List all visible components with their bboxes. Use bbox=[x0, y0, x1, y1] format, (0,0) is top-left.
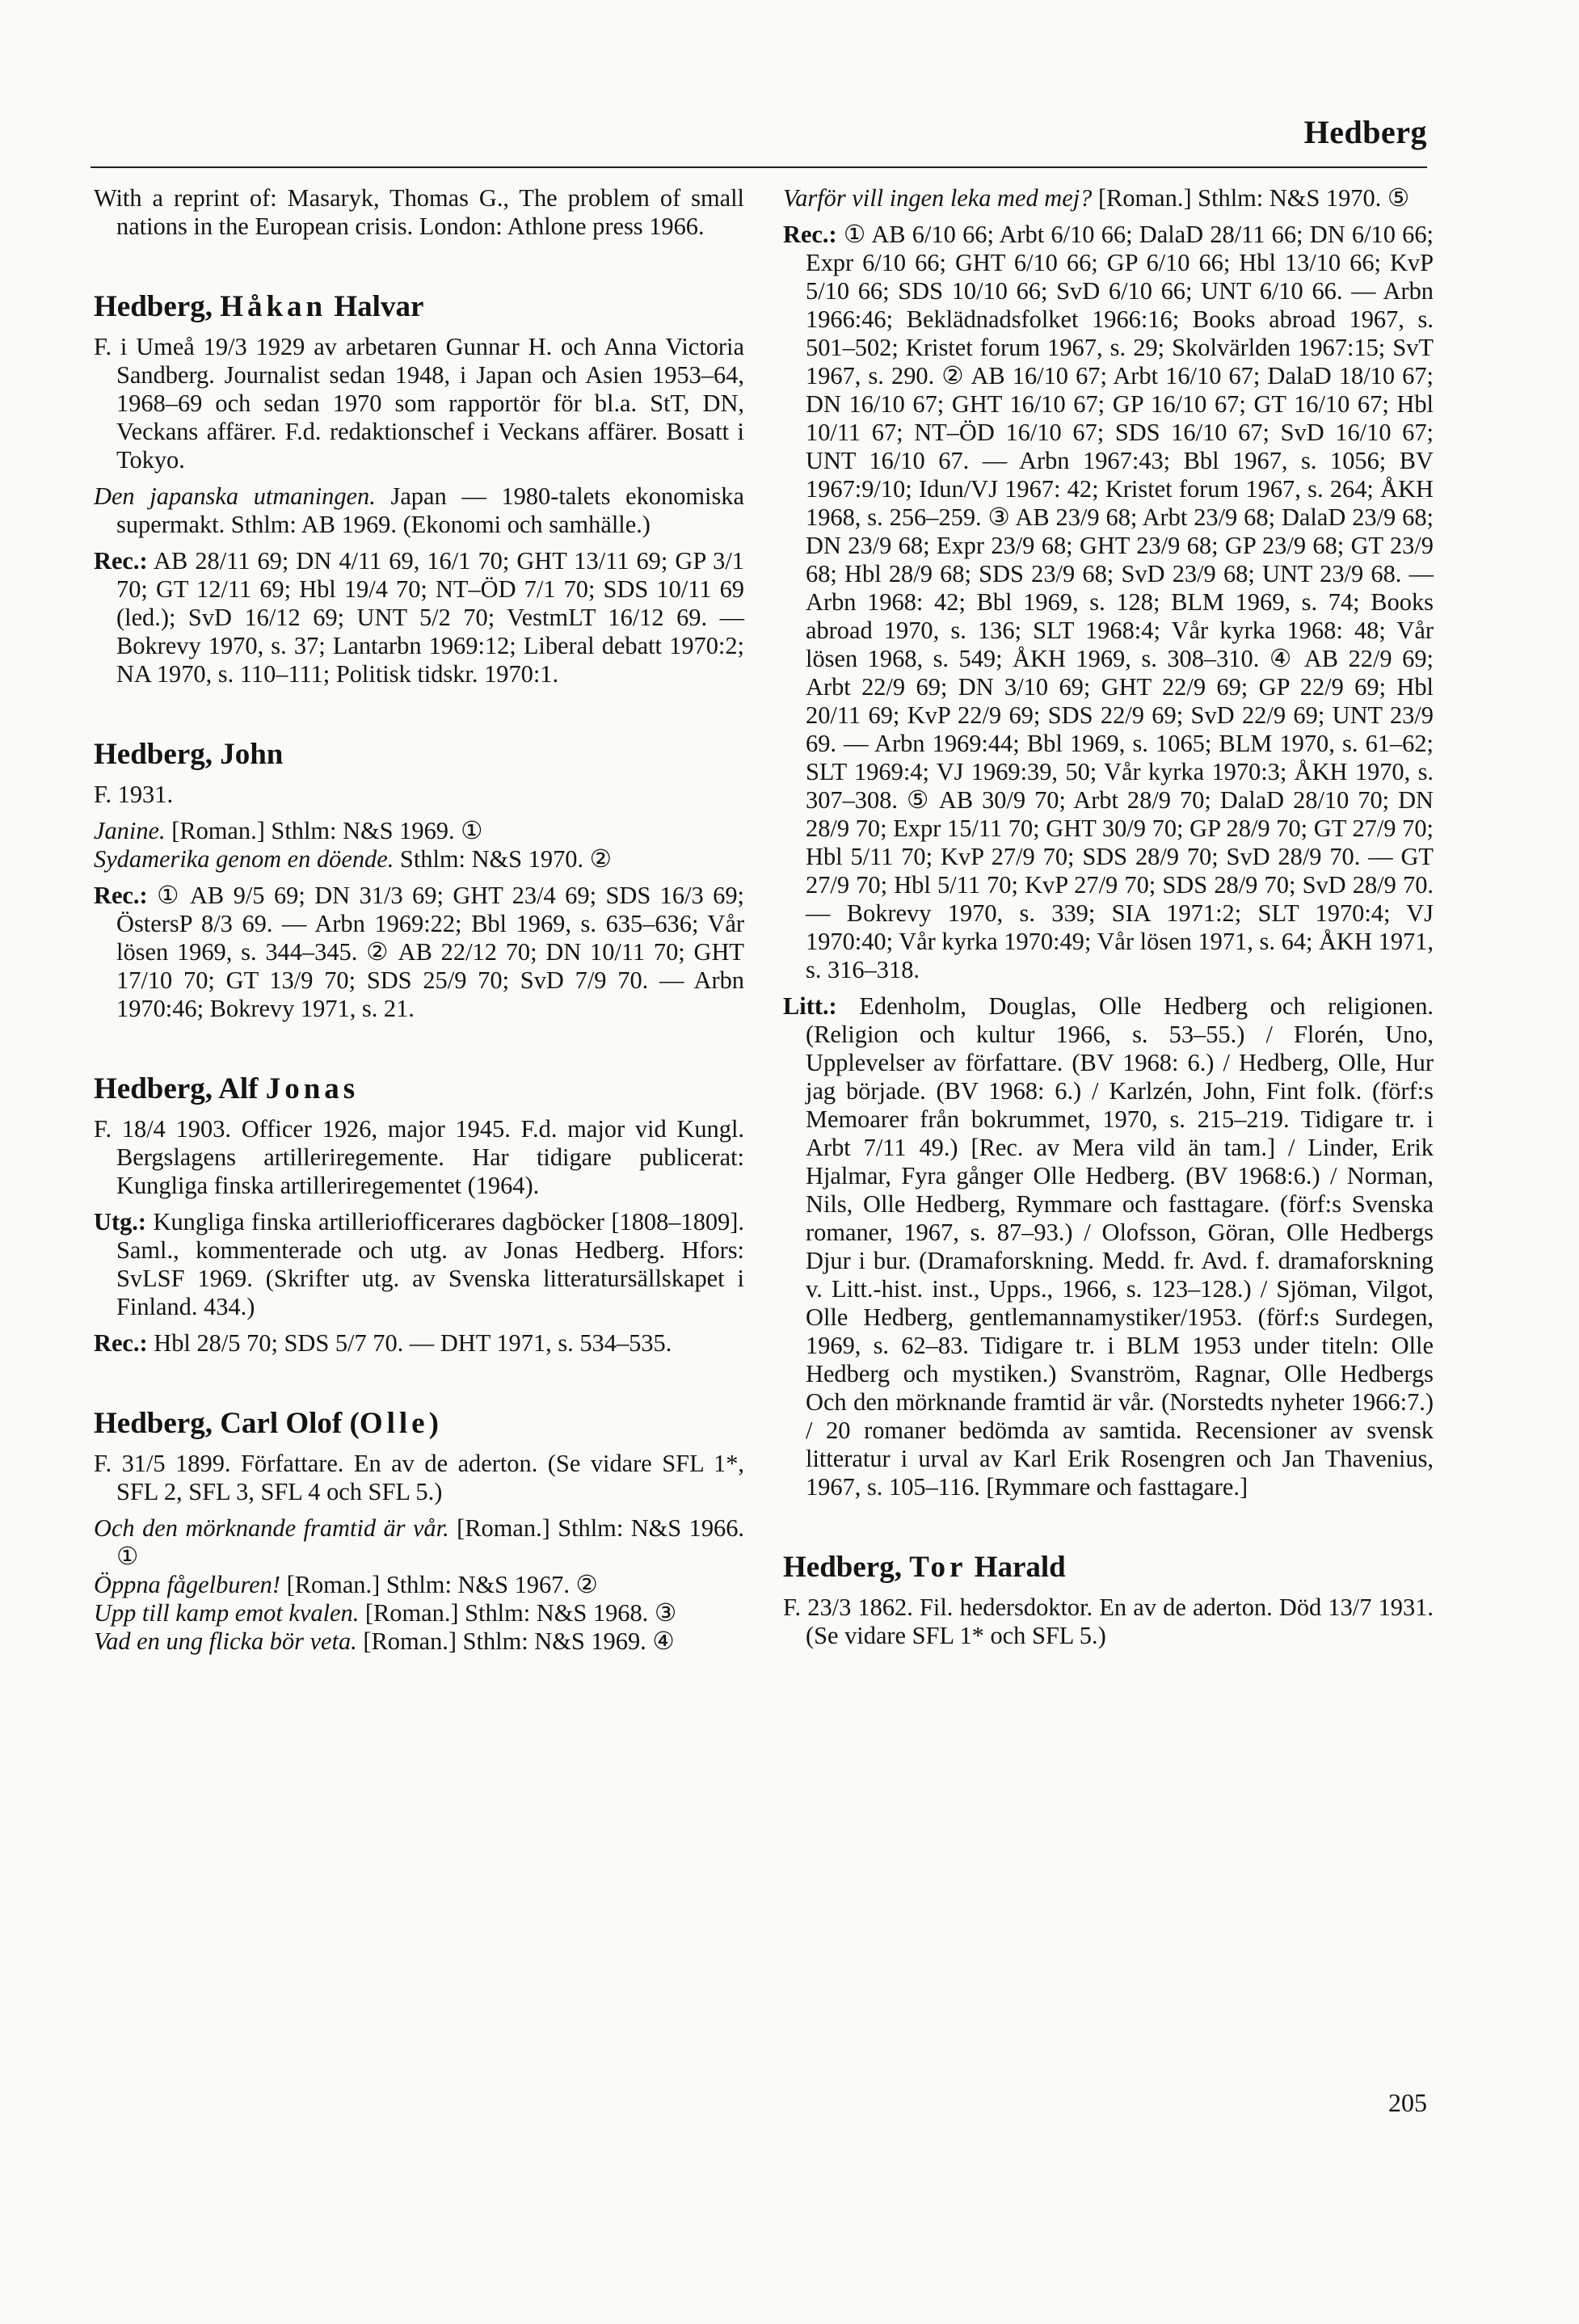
entry-heading-john: Hedberg, John bbox=[94, 738, 284, 771]
entry-gap bbox=[783, 1501, 1434, 1550]
reprint-note: With a reprint of: Masaryk, Thomas G., The problem of small nations in the European crisis. London: Athlone press 1966. bbox=[94, 184, 744, 240]
running-head: Hedberg bbox=[1303, 114, 1427, 150]
work-title-line: Sydamerika genom en döende. Sthlm: N&S 1970. ② bbox=[94, 845, 612, 873]
work-title-line: Och den mörknande framtid är vår. [Roman.] Sthlm: N&S 1966. ① bbox=[94, 1514, 744, 1570]
work-title-line: Vad en ung flicka bör veta. [Roman.] Sthlm: N&S 1969. ④ bbox=[94, 1627, 675, 1655]
work-title-line: Varför vill ingen leka med mej? [Roman.] Sthlm: N&S 1970. ⑤ bbox=[783, 184, 1410, 212]
entry-heading-olle: Hedberg, Carl Olof (Olle) bbox=[94, 1407, 439, 1440]
entry-bio: F. 1931. bbox=[94, 781, 174, 808]
header-rule bbox=[91, 166, 1427, 168]
reviews: Rec.: AB 28/11 69; DN 4/11 69, 16/1 70; GHT 13/11 69; GP 3/1 70; GT 12/11 69; Hbl 19/4 70; NT–ÖD 7/1 70; SDS 10/11 69 (led.); SvD 16/12 69; UNT 5/2 70; VestmLT 16/12 69. — Bokrevy 1970, s. 37; Lantarbn 1969:12; Liberal debatt 1970:2; NA 1970, s. 110–111; Politisk tidskr. 1970:1. bbox=[94, 547, 744, 688]
entry-gap bbox=[94, 1358, 744, 1406]
entry-bio: F. 31/5 1899. Författare. En av de aderton. (Se vidare SFL 1*, SFL 2, SFL 3, SFL 4 och SFL 5.) bbox=[94, 1450, 744, 1505]
work-title-line: Öppna fågelburen! [Roman.] Sthlm: N&S 1967. ② bbox=[94, 1571, 598, 1598]
entry-gap bbox=[94, 688, 744, 737]
literature: Litt.: Edenholm, Douglas, Olle Hedberg och religionen. (Religion och kultur 1966, s. 53–55.) / Florén, Uno, Upplevelser av författare. (BV 1968: 6.) / Hedberg, Olle, Hur jag började. (BV 1968: 6.) / Karlzén, John, Fint folk. (förf:s Memoarer från bokrummet, 1970, s. 215–219. Tidigare tr. i Arbt 7/11 49.) [Rec. av Mera vild än tam.] / Linder, Erik Hjalmar, Fyra gånger Olle Hedberg. (BV 1968:6.) / Norman, Nils, Olle Hedberg, Rymmare och fasttagare. (förf:s Svenska romaner, 1967, s. 87–93.) / Olofsson, Göran, Olle Hedbergs Djur i bur. (Dramaforskning. Medd. fr. Avd. f. dramaforskning v. Litt.-hist. inst., Upps., 1966, s. 123–128.) / Sjöman, Vilgot, Olle Hedberg, gentlemannamystiker/1953. (förf:s Surdegen, 1969, s. 62–83. Tidigare tr. i BLM 1953 under titeln: Olle Hedberg och mystiken.) Svanström, Ragnar, Olle Hedbergs Och den mörknande framtid är vår. (Norstedts nyheter 1966:7.) / 20 romaner bedömda av samtida. Recensioner av svensk litteratur i urval av Karl Erik Rosengren och Jan Thavenius, 1967, s. 105–116. [Rymmare och fasttagare.] bbox=[783, 992, 1434, 1501]
reviews: Rec.: Hbl 28/5 70; SDS 5/7 70. — DHT 1971, s. 534–535. bbox=[94, 1329, 672, 1357]
page-number: 205 bbox=[1388, 2088, 1427, 2117]
work-title-line: Upp till kamp emot kvalen. [Roman.] Sthlm: N&S 1968. ③ bbox=[94, 1599, 677, 1627]
reviews: Rec.: ① AB 6/10 66; Arbt 6/10 66; DalaD 28/11 66; DN 6/10 66; Expr 6/10 66; GHT 6/10 66; GP 6/10 66; Hbl 13/10 66; KvP 5/10 66; SDS 10/10 66; SvD 6/10 66; UNT 6/10 66. — Arbn 1966:46; Beklädnadsfolket 1966:16; Books abroad 1967, s. 501–502; Kristet forum 1967, s. 29; Skolvärlden 1967:15; SvT 1967, s. 290. ② AB 16/10 67; Arbt 16/10 67; DalaD 18/10 67; DN 16/10 67; GHT 16/10 67; GP 16/10 67; GT 16/10 67; Hbl 10/11 67; NT–ÖD 16/10 67; SDS 16/10 67; SvD 16/10 67; UNT 16/10 67. — Arbn 1967:43; Bbl 1967, s. 1056; BV 1967:9/10; Idun/VJ 1967: 42; Kristet forum 1967, s. 264; ÅKH 1968, s. 256–259. ③ AB 23/9 68; Arbt 23/9 68; DalaD 23/9 68; DN 23/9 68; Expr 23/9 68; GHT 23/9 68; GP 23/9 68; GT 23/9 68; Hbl 28/9 68; SDS 23/9 68; SvD 23/9 68; UNT 23/9 68. — Arbn 1968: 42; Bbl 1969, s. 128; BLM 1969, s. 74; Books abroad 1970, s. 136; SLT 1968:4; Vår kyrka 1968: 48; Vår lösen 1968, s. 549; ÅKH 1969, s. 308–310. ④ AB 22/9 69; Arbt 22/9 69; DN 3/10 69; GHT 22/9 69; GP 22/9 69; Hbl 20/11 69; KvP 22/9 69; SDS 22/9 69; SvD 22/9 69; UNT 23/9 69. — Arbn 1969:44; Bbl 1969, s. 1065; BLM 1970, s. 61–62; SLT 1969:4; VJ 1969:39, 50; Vår kyrka 1970:3; ÅKH 1970, s. 307–308. ⑤ AB 30/9 70; Arbt 28/9 70; DalaD 28/10 70; DN 28/9 70; Expr 15/11 70; GHT 30/9 70; GP 28/9 70; GT 27/9 70; Hbl 5/11 70; KvP 27/9 70; SDS 28/9 70; SvD 28/9 70. — GT 27/9 70; Hbl 5/11 70; KvP 27/9 70; SDS 28/9 70; SvD 28/9 70. — Bokrevy 1970, s. 339; SIA 1971:2; SLT 1970:4; VJ 1970:40; Vår kyrka 1970:49; Vår lösen 1971, s. 64; ÅKH 1971, s. 316–318. bbox=[783, 221, 1434, 983]
entry-heading-tor: Hedberg, Tor Harald bbox=[783, 1551, 1066, 1584]
right-column bbox=[783, 184, 1434, 1650]
work-title-line: Den japanska utmaningen. Japan — 1980-talets ekonomiska supermakt. Sthlm: AB 1969. (Ekonomi och samhälle.) bbox=[94, 482, 744, 538]
entry-heading-jonas: Hedberg, Alf Jonas bbox=[94, 1072, 360, 1105]
reviews: Rec.: ① AB 9/5 69; DN 31/3 69; GHT 23/4 69; SDS 16/3 69; ÖstersP 8/3 69. — Arbn 1969:22; Bbl 1969, s. 635–636; Vår lösen 1969, s. 344–345. ② AB 22/12 70; DN 10/11 70; GHT 17/10 70; GT 13/9 70; SDS 25/9 70; SvD 7/9 70. — Arbn 1970:46; Bokrevy 1971, s. 21. bbox=[94, 882, 744, 1022]
left-column bbox=[94, 184, 744, 1656]
entry-heading-hakan: Hedberg, Håkan Halvar bbox=[94, 290, 424, 323]
editions: Utg.: Kungliga finska artilleriofficerares dagböcker [1808–1809]. Saml., kommenterade och utg. av Jonas Hedberg. Hfors: SvLSF 1969. (Skrifter utg. av Svenska litteratursällskapet i Finland. 434.) bbox=[94, 1208, 744, 1320]
entry-bio: F. 18/4 1903. Officer 1926, major 1945. F.d. major vid Kungl. Bergslagens artilleriregemente. Har tidigare publicerat: Kungliga finska artilleriregementet (1964). bbox=[94, 1115, 744, 1199]
entry-bio: F. i Umeå 19/3 1929 av arbetaren Gunnar H. och Anna Victoria Sandberg. Journalist sedan 1948, i Japan och Asien 1953–64, 1968–69 och sedan 1970 som rapportör för bl.a. StT, DN, Veckans affärer. F.d. redaktionschef i Veckans affärer. Bosatt i Tokyo. bbox=[94, 333, 744, 474]
entry-gap bbox=[94, 241, 744, 289]
work-title-line: Janine. [Roman.] Sthlm: N&S 1969. ① bbox=[94, 817, 483, 844]
entry-bio: F. 23/3 1862. Fil. hedersdoktor. En av de aderton. Död 13/7 1931. (Se vidare SFL 1* och SFL 5.) bbox=[783, 1594, 1434, 1649]
entry-gap bbox=[94, 1023, 744, 1071]
